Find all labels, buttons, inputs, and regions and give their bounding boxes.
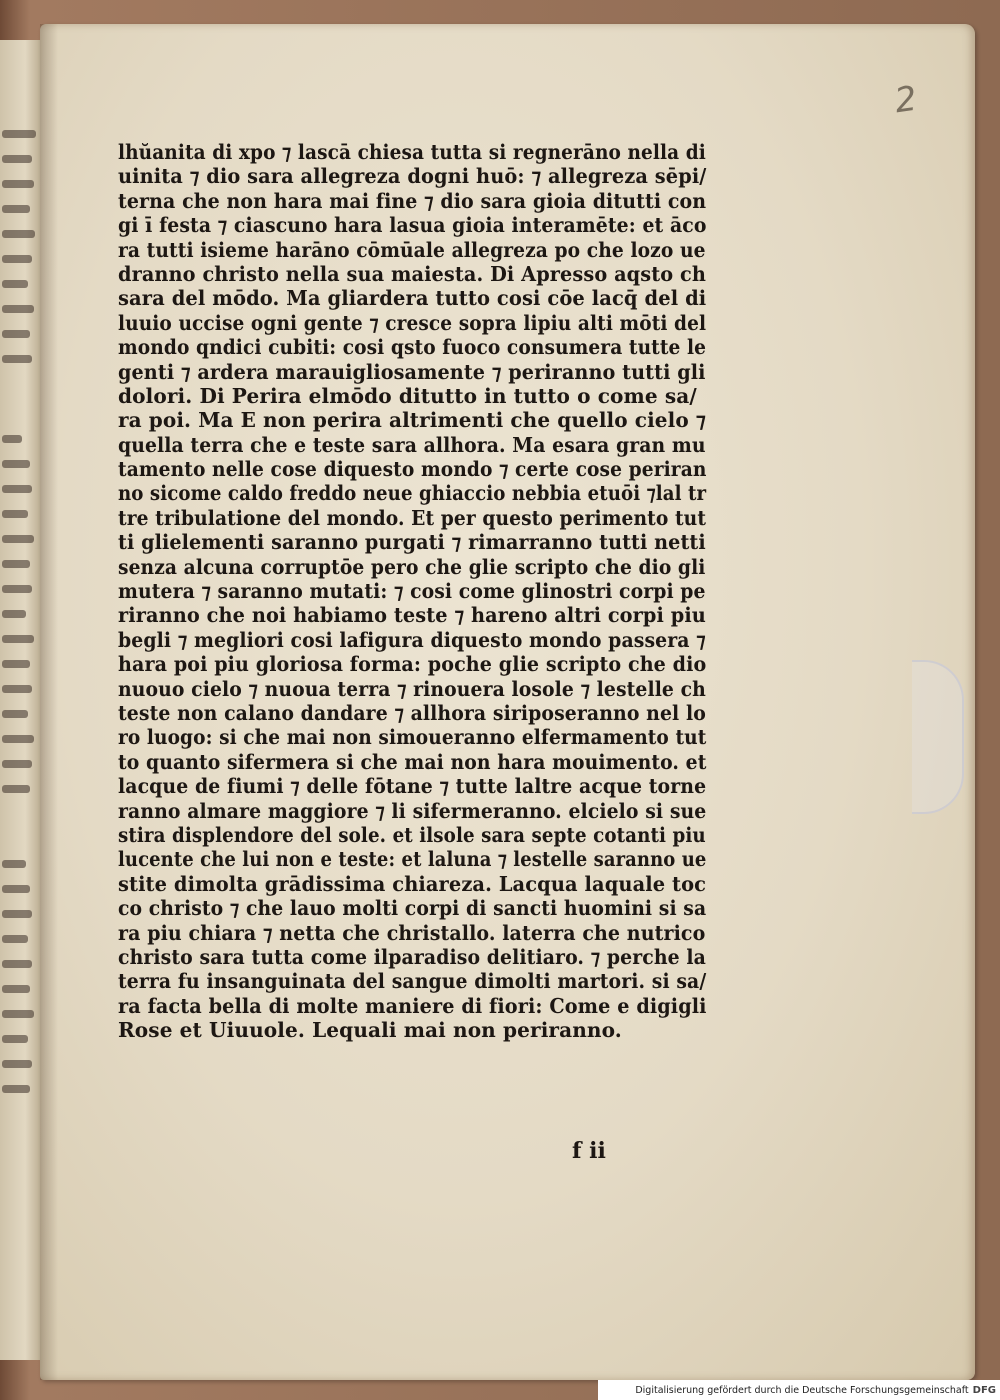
text-line: co christo ⁊ che lauo molti corpi di sancti huomini si sa xyxy=(118,896,707,921)
text-line: lhŭanita di xpo ⁊ lascā chiesa tutta si regnerāno nella di xyxy=(118,140,706,164)
text-line: terna che non hara mai fine ⁊ dio sara gioia ditutti con xyxy=(118,188,707,213)
text-line: lacque de fiumi ⁊ delle fōtane ⁊ tutte laltre acque torne xyxy=(118,774,707,799)
text-line: Rose et Uiuuole. Lequali mai non periranno. xyxy=(118,1018,622,1043)
text-line: tre tribulatione del mondo. Et per questo perimento tut xyxy=(118,505,707,530)
text-line: ra facta bella di molte maniere di fiori: Come e digigli xyxy=(118,993,707,1018)
text-line: luuio uccise ogni gente ⁊ cresce sopra lipiu alti mōti del xyxy=(118,310,707,335)
text-line: begli ⁊ megliori cosi lafigura diquesto mondo passera ⁊ xyxy=(118,627,706,652)
facing-page-edge xyxy=(0,40,44,1360)
text-line: ti glielementi saranno purgati ⁊ rimarranno tutti netti xyxy=(118,530,706,555)
text-line: ro luogo: si che mai non simoueranno elfermamento tut xyxy=(118,725,707,750)
text-line: hara poi piu gloriosa forma: poche glie scripto che dio xyxy=(118,652,707,677)
digitization-credit: Digitalisierung gefördert durch die Deutsche Forschungsgemeinschaft xyxy=(635,1384,969,1396)
text-line: christo sara tutta come ilparadiso delitiaro. ⁊ perche la xyxy=(118,944,706,969)
text-block xyxy=(118,140,718,1042)
page-gutter-shadow xyxy=(40,24,58,1380)
signature-mark: f ii xyxy=(572,1138,606,1164)
text-line: terra fu insanguinata del sangue dimolti martori. si sa/ xyxy=(118,969,707,994)
text-line: stira displendore del sole. et ilsole sara septe cotanti piu xyxy=(118,822,706,847)
text-line: teste non calano dandare ⁊ allhora siriposeranno nel lo xyxy=(118,700,706,725)
text-line: to quanto sifermera si che mai non hara mouimento. et xyxy=(118,749,707,774)
text-line: mondo qndici cubiti: cosi qsto fuoco consumera tutte le xyxy=(118,335,707,360)
text-line: ra poi. Ma E non perira altrimenti che quello cielo ⁊ xyxy=(118,408,706,433)
text-line: no sicome caldo freddo neue ghiaccio nebbia etuōi ⁊lal tr xyxy=(118,481,707,506)
text-line: stite dimolta grādissima chiareza. Lacqua laquale toc xyxy=(118,871,707,896)
text-line: sara del mōdo. Ma gliardera tutto cosi cōe lacq̄ del di xyxy=(118,286,707,311)
text-line: ra tutti isieme harāno cōmūale allegreza po che lozo ue xyxy=(118,237,706,262)
text-line: genti ⁊ ardera marauigliosamente ⁊ periranno tutti gli xyxy=(118,359,706,384)
paper-clip xyxy=(912,660,964,814)
text-line: dolori. Di Perira elmōdo ditutto in tutto o come sa/ xyxy=(118,383,697,408)
text-line: ranno almare maggiore ⁊ li sifermeranno. elcielo si sue xyxy=(118,798,707,823)
text-line: nuouo cielo ⁊ nuoua terra ⁊ rinouera losole ⁊ lestelle ch xyxy=(118,676,706,701)
text-line: uinita ⁊ dio sara allegreza dogni huō: ⁊ allegreza sēpi/ xyxy=(118,164,707,189)
text-line: senza alcuna corruptōe pero che glie scripto che dio gli xyxy=(118,554,706,579)
text-line: gi ī festa ⁊ ciascuno hara lasua gioia interamēte: et āco xyxy=(118,213,707,238)
handwritten-page-number: 2 xyxy=(892,78,920,122)
text-line: tamento nelle cose diquesto mondo ⁊ certe cose periran xyxy=(118,457,707,482)
dfg-logo: DFG xyxy=(972,1384,996,1396)
text-line: dranno christo nella sua maiesta. Di Apresso aqsto ch xyxy=(118,261,706,286)
text-line: quella terra che e teste sara allhora. Ma esara gran mu xyxy=(118,432,706,457)
text-line: ra piu chiara ⁊ netta che christallo. laterra che nutrico xyxy=(118,920,706,945)
text-line: riranno che noi habiamo teste ⁊ hareno altri corpi piu xyxy=(118,603,706,628)
footer-bar xyxy=(598,1380,1000,1400)
text-line: lucente che lui non e teste: et laluna ⁊ lestelle saranno ue xyxy=(118,847,707,872)
text-line: mutera ⁊ saranno mutati: ⁊ cosi come glinostri corpi pe xyxy=(118,579,706,604)
